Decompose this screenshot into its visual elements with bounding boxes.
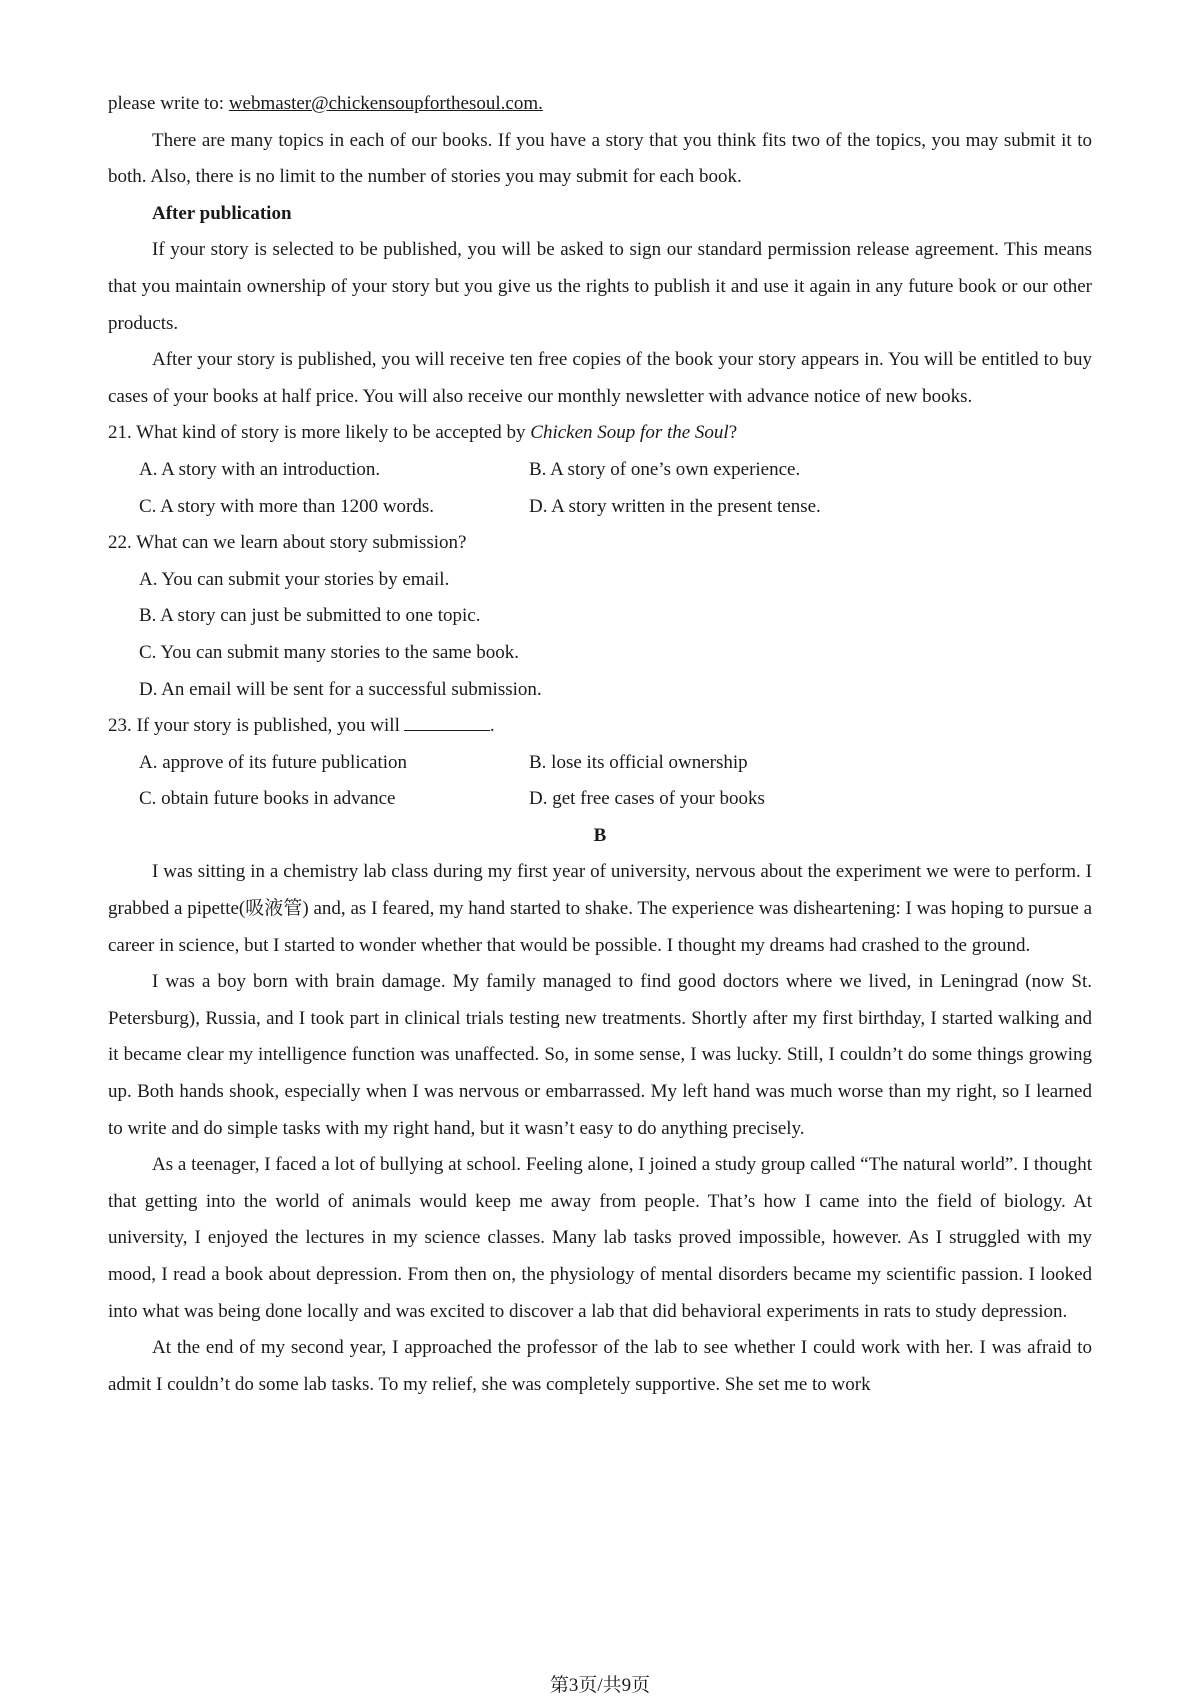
copies-paragraph: After your story is published, you will receive ten free copies of the book your story appears in. You will be entitled to buy cases of your books at half price. You will also receive our monthly newsletter with advance notice of new books. bbox=[108, 349, 1092, 407]
q23-stem-text: 23. If your story is published, you will bbox=[108, 715, 400, 737]
q21-option-b[interactable]: B. A story of one’s own experience. bbox=[529, 458, 801, 480]
q23-stem-end: . bbox=[489, 715, 495, 737]
question-23 bbox=[108, 708, 1092, 818]
question-21 bbox=[108, 415, 1092, 525]
q21-stem-suffix: ? bbox=[728, 422, 738, 444]
q21-options-row-2 bbox=[108, 489, 1092, 526]
permission-paragraph: If your story is selected to be published, you will be asked to sign our standard permission release agreement. This means that you maintain ownership of your story but you give us the rights to publish it and use it again in any future book or our other products. bbox=[108, 239, 1092, 334]
section-b-heading: B bbox=[593, 824, 607, 846]
q22-option-c[interactable]: C. You can submit many stories to the same book. bbox=[139, 641, 519, 663]
question-22 bbox=[108, 525, 1092, 708]
after-publication-heading: After publication bbox=[152, 202, 292, 224]
question-22-stem: 22. What can we learn about story submission? bbox=[108, 532, 467, 554]
q23-options-row-1 bbox=[108, 745, 1092, 782]
q23-options-row-2 bbox=[108, 781, 1092, 818]
section-b-paragraph-4: At the end of my second year, I approached the professor of the lab to see whether I could work with her. I was afraid to admit I couldn’t do some lab tasks. To my relief, she was completely supportive. She set me to work bbox=[108, 1337, 1092, 1395]
section-b-paragraph-1: I was sitting in a chemistry lab class during my first year of university, nervous about the experiment we were to perform. I grabbed a pipette(吸液管) and, as I feared, my hand started to shake. The experience was disheartening: I was hoping to pursue a career in science, but I started to wonder whether that would be possible. I thought my dreams had crashed to the ground. bbox=[108, 861, 1092, 956]
q23-option-b[interactable]: B. lose its official ownership bbox=[529, 751, 748, 773]
section-b-paragraph-2: I was a boy born with brain damage. My family managed to find good doctors where we lived, in Leningrad (now St. Petersburg), Russia, and I took part in clinical trials testing new treatments. Shortly after my first birthday, I started walking and it became clear my intelligence function was unaffected. So, in some sense, I was lucky. Still, I couldn’t do some things growing up. Both hands shook, especially when I was nervous or embarrassed. My left hand was much worse than my right, so I learned to write and do simple tasks with my right hand, but it wasn’t easy to do anything precisely. bbox=[108, 971, 1092, 1139]
q21-option-a[interactable]: A. A story with an introduction. bbox=[139, 458, 381, 480]
webmaster-email-link[interactable]: webmaster@chickensoupforthesoul.com. bbox=[228, 93, 543, 114]
q22-option-a[interactable]: A. You can submit your stories by email. bbox=[139, 568, 450, 590]
topics-paragraph: There are many topics in each of our books. If you have a story that you think fits two of the topics, you may submit it to both. Also, there is no limit to the number of stories you may submit for each book. bbox=[108, 129, 1092, 188]
q22-option-b[interactable]: B. A story can just be submitted to one topic. bbox=[139, 605, 481, 627]
q23-option-d[interactable]: D. get free cases of your books bbox=[529, 788, 765, 810]
q23-answer-blank[interactable] bbox=[404, 710, 490, 731]
question-23-stem bbox=[108, 708, 1092, 745]
document-page bbox=[108, 86, 1092, 1403]
q23-option-a[interactable]: A. approve of its future publication bbox=[139, 751, 408, 773]
write-to-line bbox=[108, 86, 1092, 123]
page-number-footer: 第3页/共9页 bbox=[549, 1675, 651, 1696]
q21-option-d[interactable]: D. A story written in the present tense. bbox=[529, 495, 821, 517]
question-21-stem bbox=[108, 415, 1092, 452]
q21-options-row-1 bbox=[108, 452, 1092, 489]
q21-option-c[interactable]: C. A story with more than 1200 words. bbox=[139, 495, 435, 517]
q21-book-title: Chicken Soup for the Soul bbox=[530, 422, 729, 444]
q22-option-d[interactable]: D. An email will be sent for a successful submission. bbox=[139, 678, 542, 700]
q23-option-c[interactable]: C. obtain future books in advance bbox=[139, 788, 396, 810]
section-b-paragraph-3: As a teenager, I faced a lot of bullying at school. Feeling alone, I joined a study group called “The natural world”. I thought that getting into the world of animals would keep me away from people. That’s how I came into the field of biology. At university, I enjoyed the lectures in my science classes. Many lab tasks proved impossible, however. As I struggled with my mood, I read a book about depression. From then on, the physiology of mental disorders became my scientific passion. I looked into what was being done locally and was excited to discover a lab that did behavioral experiments in rats to study depression. bbox=[108, 1154, 1092, 1322]
write-to-prefix: please write to: bbox=[108, 93, 229, 114]
q21-stem-prefix: 21. What kind of story is more likely to be accepted by bbox=[108, 422, 531, 444]
